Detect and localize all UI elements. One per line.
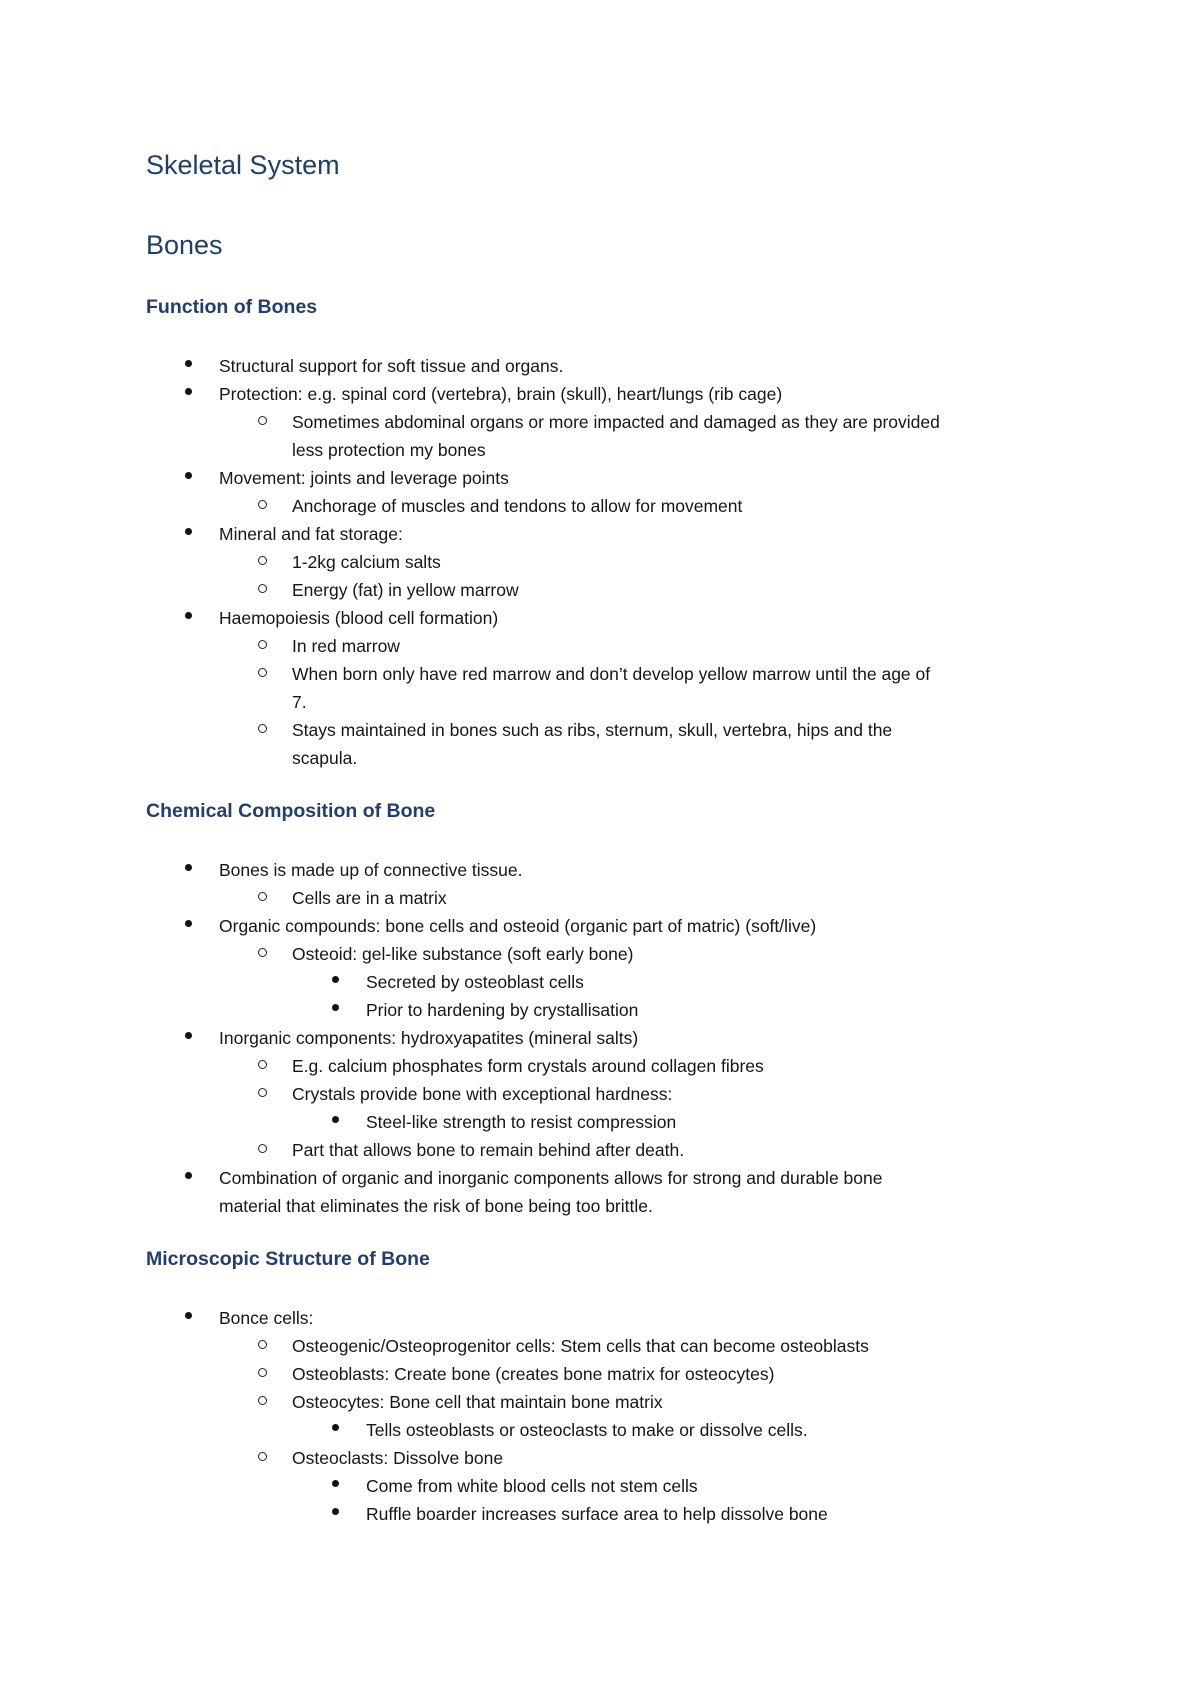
list-item-text: Osteocytes: Bone cell that maintain bone matrix xyxy=(292,1392,663,1412)
list-item-text: Part that allows bone to remain behind after death. xyxy=(292,1140,685,1160)
list-item-text: Organic compounds: bone cells and osteoid (organic part of matric) (soft/live) xyxy=(219,916,817,936)
list-item-text: Ruffle boarder increases surface area to help dissolve bone xyxy=(366,1504,828,1524)
section-heading: Bones xyxy=(146,230,223,260)
circle-bullet-icon xyxy=(258,1088,267,1097)
bullet-icon xyxy=(185,612,192,619)
bullet-icon xyxy=(185,864,192,871)
document-title: Skeletal System xyxy=(146,150,340,180)
list-item-text: Energy (fat) in yellow marrow xyxy=(292,580,519,600)
bullet-icon xyxy=(185,472,192,479)
list-item-text: When born only have red marrow and don’t develop yellow marrow until the age of xyxy=(292,664,931,684)
circle-bullet-icon xyxy=(258,1144,267,1153)
circle-bullet-icon xyxy=(258,416,267,425)
subheading-microscopic: Microscopic Structure of Bone xyxy=(146,1248,430,1270)
list-item-text: Movement: joints and leverage points xyxy=(219,468,509,488)
bullet-icon xyxy=(185,1172,192,1179)
circle-bullet-icon xyxy=(258,1060,267,1069)
list-item-text: Come from white blood cells not stem cells xyxy=(366,1476,698,1496)
list-item-text: Cells are in a matrix xyxy=(292,888,447,908)
circle-bullet-icon xyxy=(258,640,267,649)
list-item-text: 1-2kg calcium salts xyxy=(292,552,441,572)
circle-bullet-icon xyxy=(258,1368,267,1377)
circle-bullet-icon xyxy=(258,500,267,509)
list-item-text: Haemopoiesis (blood cell formation) xyxy=(219,608,499,628)
circle-bullet-icon xyxy=(258,1452,267,1461)
list-item-text: Protection: e.g. spinal cord (vertebra), brain (skull), heart/lungs (rib cage) xyxy=(219,384,783,404)
circle-bullet-icon xyxy=(258,1396,267,1405)
circle-bullet-icon xyxy=(258,892,267,901)
list-item-text: scapula. xyxy=(292,748,358,768)
bullet-icon xyxy=(185,528,192,535)
list-item-text: E.g. calcium phosphates form crystals around collagen fibres xyxy=(292,1056,764,1076)
bullet-icon xyxy=(332,1116,339,1123)
list-item-text: Anchorage of muscles and tendons to allow for movement xyxy=(292,496,743,516)
list-item-text: In red marrow xyxy=(292,636,400,656)
bullet-icon xyxy=(332,1004,339,1011)
list-item-text: Bonce cells: xyxy=(219,1308,314,1328)
bullet-icon xyxy=(185,360,192,367)
list-item-text: Osteogenic/Osteoprogenitor cells: Stem cells that can become osteoblasts xyxy=(292,1336,869,1356)
list-item-text: Stays maintained in bones such as ribs, sternum, skull, vertebra, hips and the xyxy=(292,720,893,740)
list-item-text: Secreted by osteoblast cells xyxy=(366,972,584,992)
list-item-text: Combination of organic and inorganic components allows for strong and durable bone xyxy=(219,1168,883,1188)
list-item-text: Steel-like strength to resist compression xyxy=(366,1112,677,1132)
list-item-text: Sometimes abdominal organs or more impacted and damaged as they are provided xyxy=(292,412,940,432)
circle-bullet-icon xyxy=(258,668,267,677)
list-item-text: material that eliminates the risk of bone being too brittle. xyxy=(219,1196,653,1216)
list-item-text: less protection my bones xyxy=(292,440,486,460)
bullet-icon xyxy=(185,920,192,927)
list-item-text: Osteoid: gel-like substance (soft early bone) xyxy=(292,944,634,964)
circle-bullet-icon xyxy=(258,948,267,957)
circle-bullet-icon xyxy=(258,724,267,733)
list-item-text: Bones is made up of connective tissue. xyxy=(219,860,523,880)
list-item-text: Prior to hardening by crystallisation xyxy=(366,1000,639,1020)
bullet-icon xyxy=(185,1312,192,1319)
bullet-icon xyxy=(332,1424,339,1431)
bullet-icon xyxy=(185,388,192,395)
list-item-text: Tells osteoblasts or osteoclasts to make or dissolve cells. xyxy=(366,1420,808,1440)
list-item-text: Inorganic components: hydroxyapatites (mineral salts) xyxy=(219,1028,639,1048)
list-item-text: Structural support for soft tissue and organs. xyxy=(219,356,564,376)
list-item-text: Osteoblasts: Create bone (creates bone matrix for osteocytes) xyxy=(292,1364,775,1384)
list-item-text: Crystals provide bone with exceptional hardness: xyxy=(292,1084,673,1104)
subheading-function: Function of Bones xyxy=(146,296,318,318)
bullet-icon xyxy=(185,1032,192,1039)
circle-bullet-icon xyxy=(258,556,267,565)
bullet-icon xyxy=(332,1508,339,1515)
list-item-text: Mineral and fat storage: xyxy=(219,524,403,544)
list-item-text: Osteoclasts: Dissolve bone xyxy=(292,1448,504,1468)
list-item-text: 7. xyxy=(292,692,307,712)
circle-bullet-icon xyxy=(258,584,267,593)
circle-bullet-icon xyxy=(258,1340,267,1349)
bullet-icon xyxy=(332,1480,339,1487)
bullet-icon xyxy=(332,976,339,983)
subheading-chemical: Chemical Composition of Bone xyxy=(146,800,436,822)
